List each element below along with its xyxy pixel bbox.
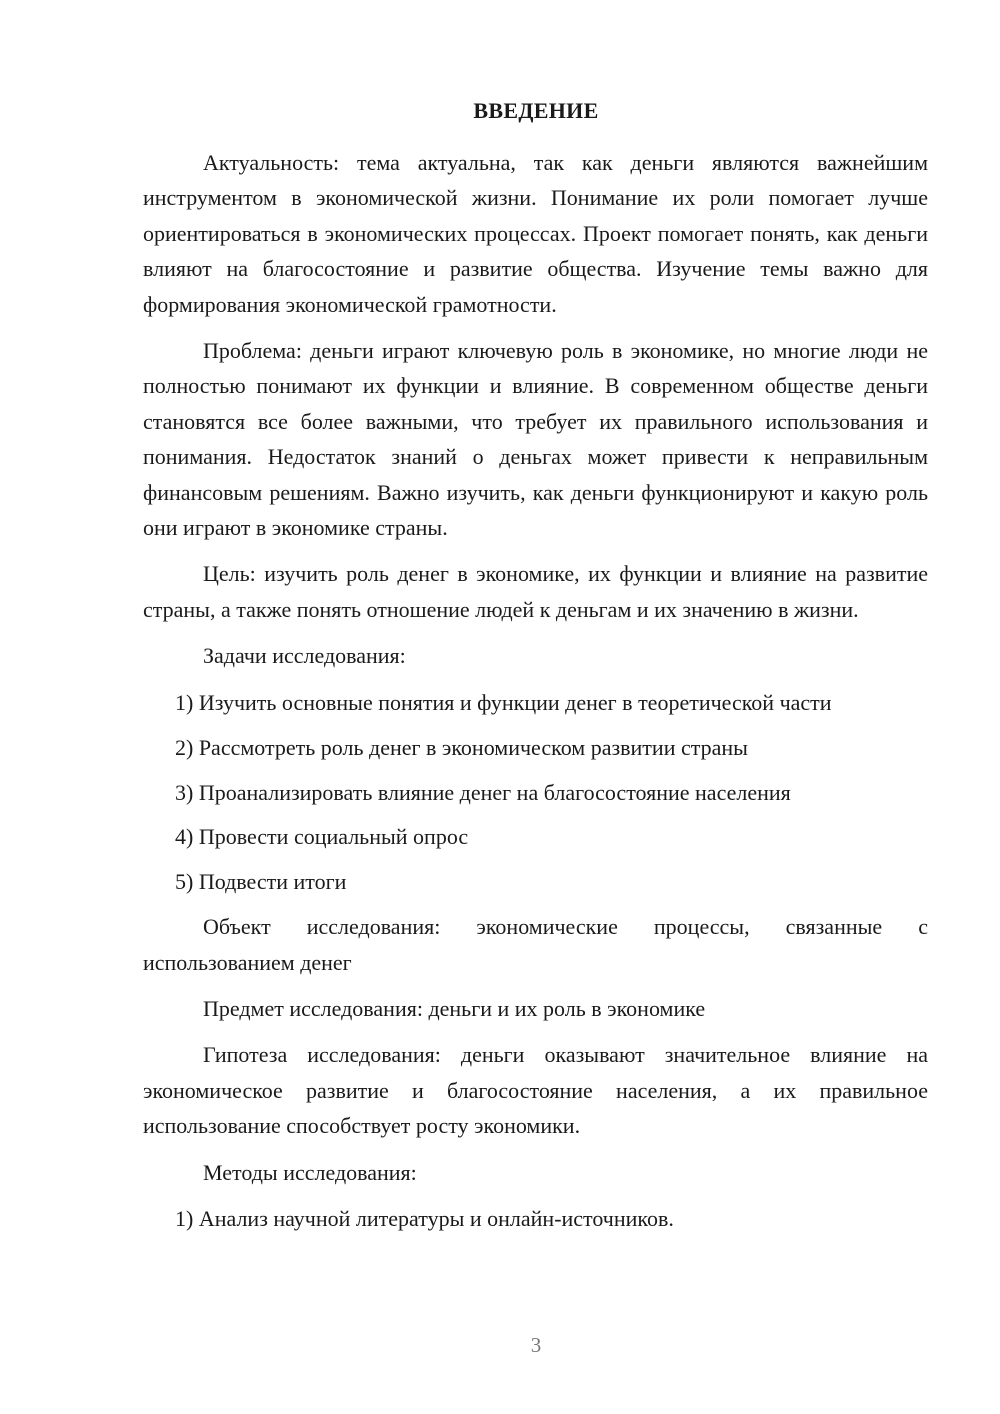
- document-body: [143, 145, 928, 1246]
- page-title: ВВЕДЕНИЕ: [473, 98, 599, 123]
- goal-paragraph: Цель: изучить роль денег в экономике, их функции и влияние на развитие страны, а также понять отношение людей к деньгам и их значению в жизни.: [143, 561, 928, 622]
- actuality-paragraph: Актуальность: тема актуальна, так как деньги являются важнейшим инструментом в экономической жизни. Понимание их роли помогает лучше ориентироваться в экономических процессах. Проект помогает понять, как деньги влияют на благосостояние и развитие общества. Изучение темы важно для формирования экономической грамотности.: [143, 150, 928, 317]
- tasks-heading: Задачи исследования:: [203, 643, 406, 669]
- hypothesis-paragraph: Гипотеза исследования: деньги оказывают значительное влияние на экономическое развитие и благосостояние населения, а их правильное использование способствует росту экономики.: [143, 1042, 928, 1139]
- task-item: 3) Проанализировать влияние денег на благосостояние населения: [175, 779, 791, 805]
- method-item: 1) Анализ научной литературы и онлайн-источников.: [175, 1206, 674, 1232]
- page-number: 3: [530, 1333, 542, 1357]
- task-item: 4) Провести социальный опрос: [175, 824, 469, 850]
- subject-paragraph: Предмет исследования: деньги и их роль в экономике: [203, 996, 706, 1022]
- task-item: 5) Подвести итоги: [175, 869, 347, 895]
- problem-paragraph: Проблема: деньги играют ключевую роль в экономике, но многие люди не полностью понимают их функции и влияние. В современном обществе деньги становятся все более важными, что требует их правильного использования и понимания. Недостаток знаний о деньгах может привести к неправильным финансовым решениям. Важно изучить, как деньги функционируют и какую роль они играют в экономике страны.: [143, 338, 928, 541]
- task-item: 1) Изучить основные понятия и функции денег в теоретической части: [175, 689, 832, 715]
- methods-heading: Методы исследования:: [203, 1159, 417, 1185]
- object-paragraph: Объект исследования: экономические процессы, связанные с использованием денег: [143, 914, 928, 975]
- task-item: 2) Рассмотреть роль денег в экономическом развитии страны: [175, 734, 748, 760]
